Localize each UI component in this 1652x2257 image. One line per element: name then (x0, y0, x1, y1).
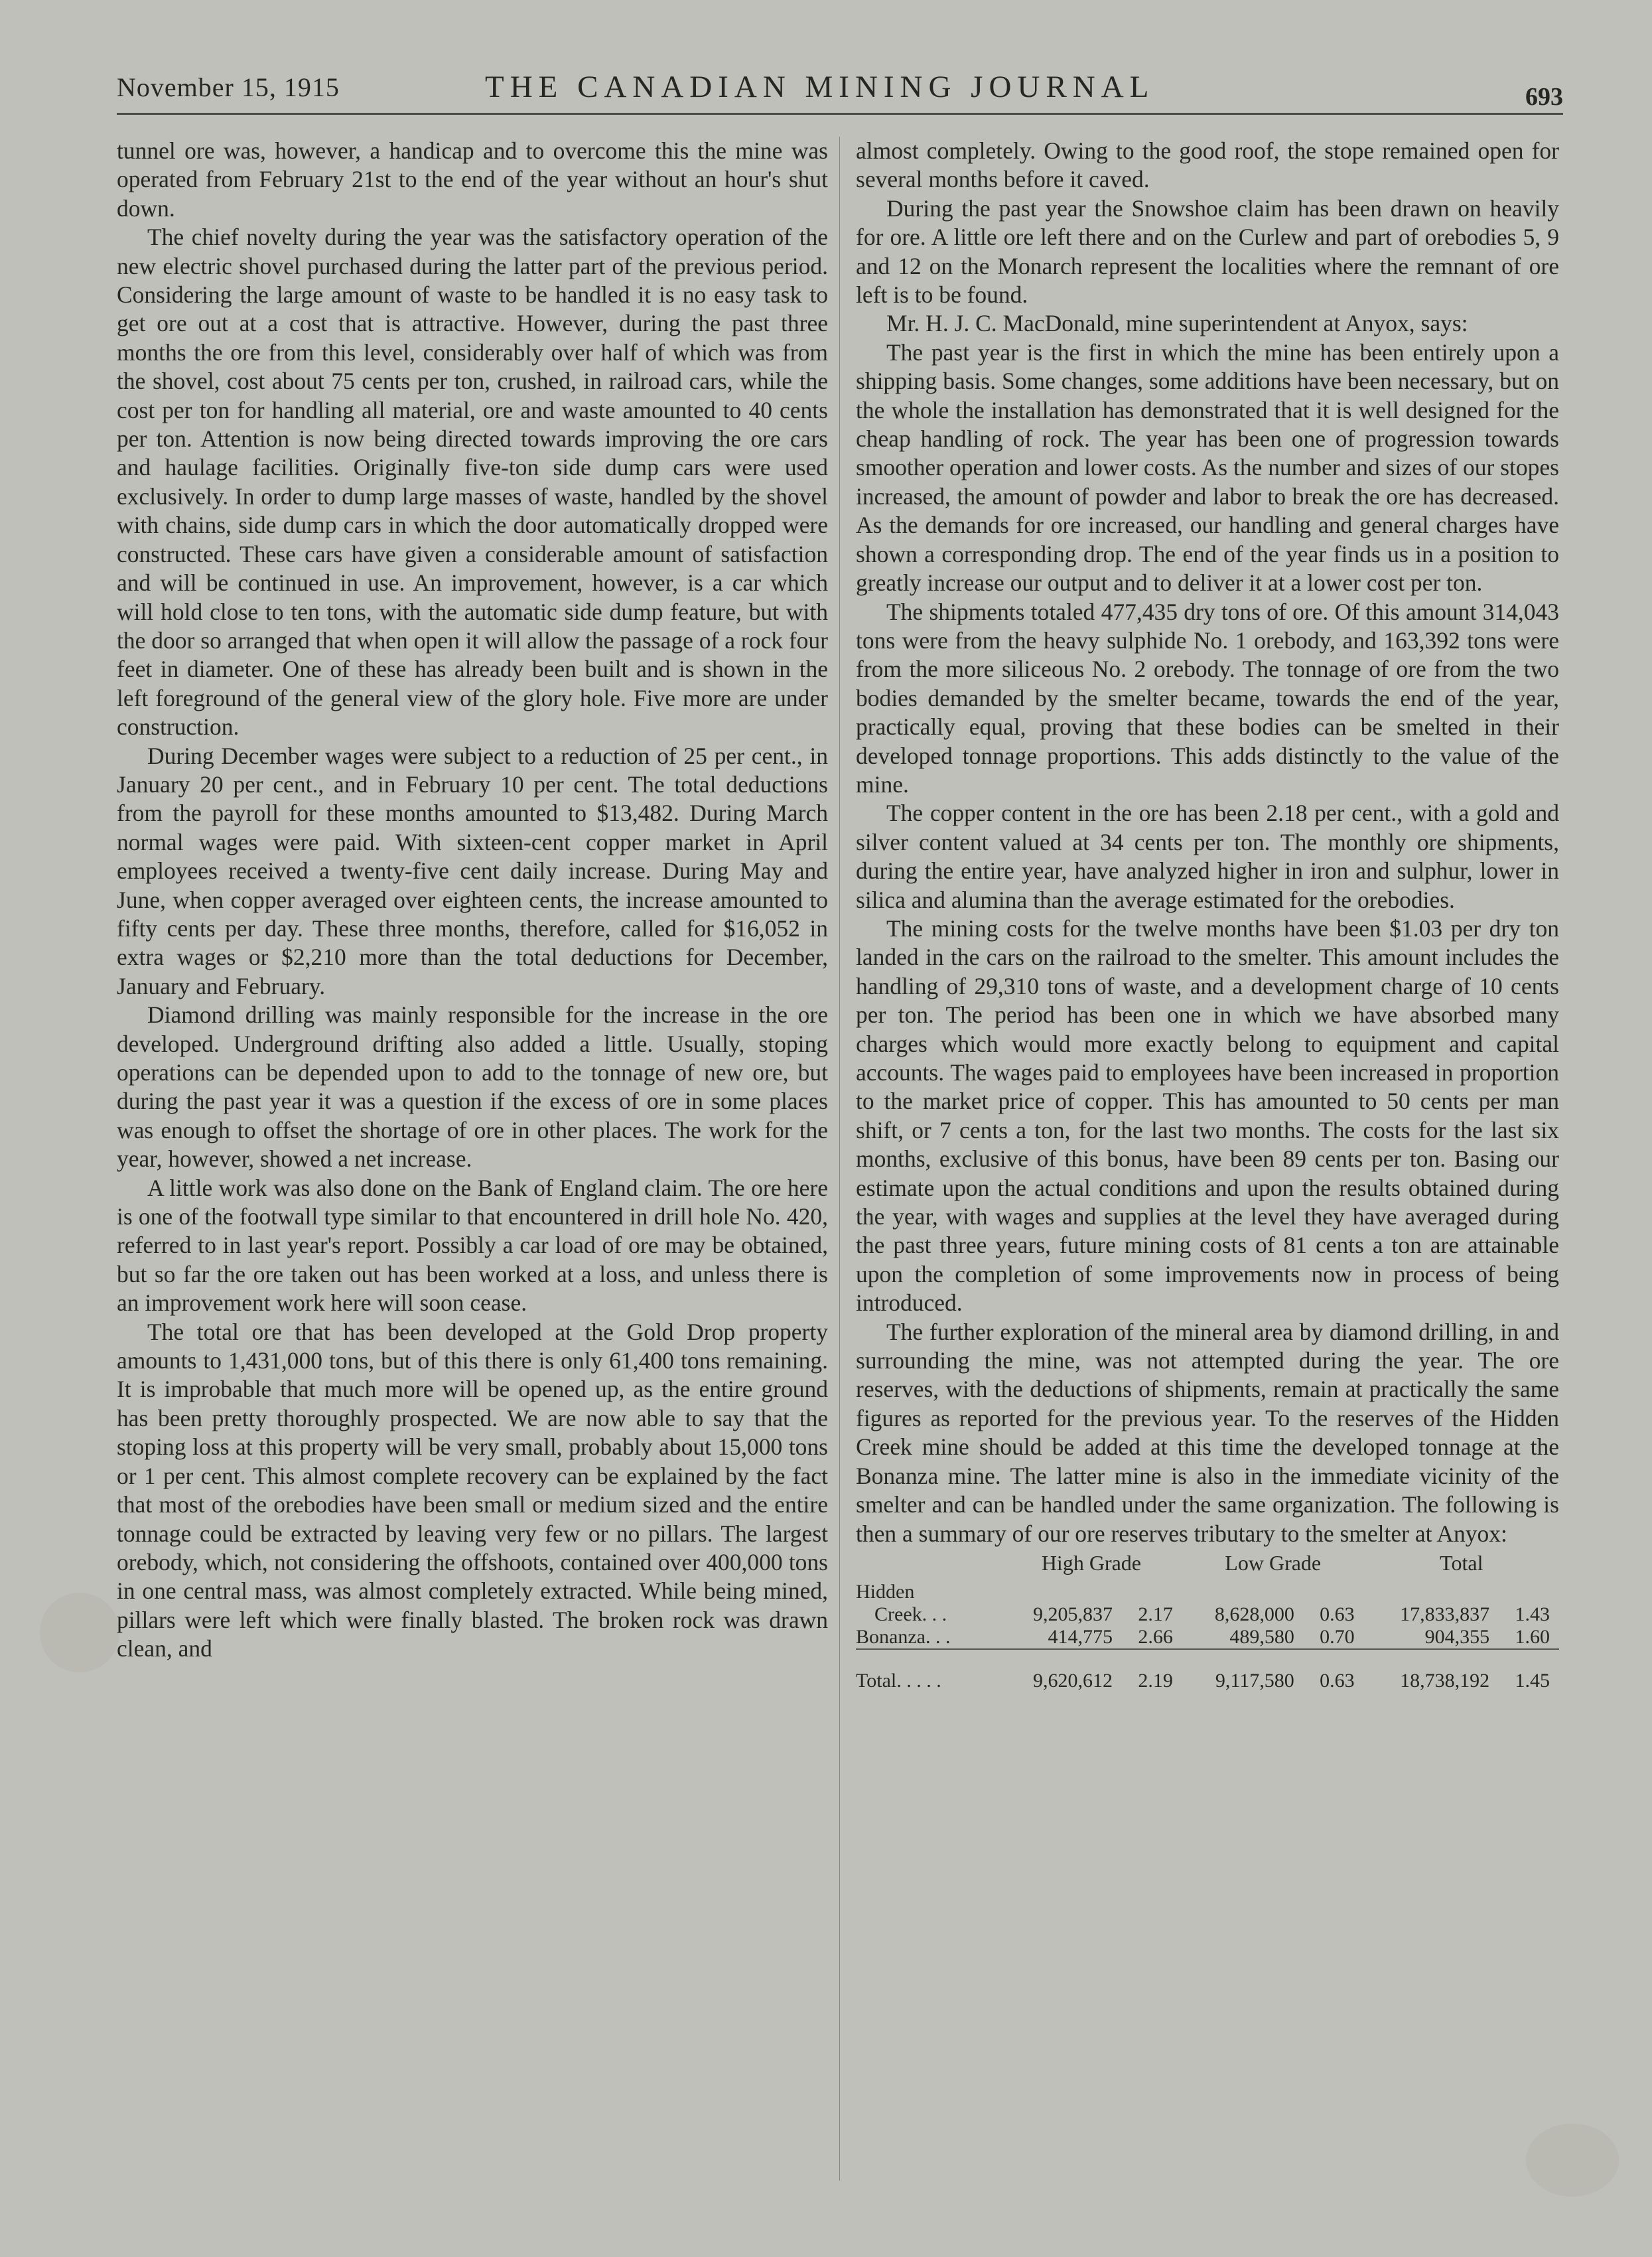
high-grade-pct: 2.17 (1138, 1603, 1173, 1625)
low-grade-pct: 0.63 (1304, 1649, 1364, 1692)
ore-reserves-table (856, 1551, 1559, 1692)
table-header-row (856, 1551, 1559, 1581)
journal-title: THE CANADIAN MINING JOURNAL (485, 70, 1155, 104)
column-rule (839, 137, 840, 2181)
row-label: Bonanza. . . (856, 1625, 951, 1648)
header-high-grade: High Grade (1041, 1550, 1141, 1575)
low-grade-tons: 8,628,000 (1214, 1603, 1294, 1625)
total-tons: 18,738,192 (1364, 1649, 1499, 1692)
total-pct: 1.60 (1515, 1625, 1550, 1648)
paragraph: Diamond drilling was mainly responsible for the increase in the ore developed. Underground drifting also added a little. Usually, stoping operations can be depended upon to add to the tonnage of new ore, but during the past year it was a question if the excess of ore in some places was enough to offset the shortage of ore in other places. The work for the year, however, showed a net increase. (117, 1001, 828, 1173)
header-rule (117, 113, 1563, 115)
total-tons: 17,833,837 (1400, 1603, 1490, 1625)
issue-date: November 15, 1915 (117, 72, 340, 102)
table-total-row (856, 1649, 1559, 1692)
paragraph: The past year is the first in which the mine has been entirely upon a shipping basis. Some changes, some additions have been necessary, but on the whole the installation has demonstrated that it is well designed for the cheap handling of rock. The year has been one of progression towards smoother operation and lower costs. As the number and sizes of our stopes increased, the amount of powder and labor to break the ore has decreased. As the demands for ore increased, our handling and general charges have shown a corresponding drop. The end of the year finds us in a position to greatly increase our output and to deliver it at a lower cost per ton. (856, 338, 1559, 597)
row-label: Creek. . . (874, 1603, 947, 1625)
paragraph: The copper content in the ore has been 2.18 per cent., with a gold and silver content valued at 34 cents per ton. The monthly ore shipments, during the entire year, have analyzed higher in iron and sulphur, lower in silica and alumina than the average estimated for the orebodies. (856, 800, 1559, 913)
row-spacer (1000, 1581, 1559, 1603)
table-corner (856, 1551, 1000, 1581)
paragraph: The further exploration of the mineral area by diamond drilling, in and surrounding the mine, was not attempted during the year. The ore reserves, with the deductions of shipments, remain at practically the same figures as reported for the previous year. To the reserves of the Hidden Creek mine should be added at this time the developed tonnage at the Bonanza mine. The latter mine is also in the immediate vicinity of the smelter and can be handled under the same organization. The following is then a summary of our ore reserves tributary to the smelter at Anyox: (856, 1318, 1559, 1547)
paper-stain (40, 1593, 119, 1672)
paragraph: The shipments totaled 477,435 dry tons of ore. Of this amount 314,043 tons were from the heavy sulphide No. 1 orebody, and 163,392 tons were from the more siliceous No. 2 orebody. The tonnage of ore from the two bodies demanded by the smelter became, towards the end of the year, practically equal, proving that these bodies can be smelted in their developed tonnage proportions. This adds distinctly to the value of the mine. (856, 598, 1559, 798)
table-row (856, 1603, 1559, 1626)
paragraph: The total ore that has been developed at the Gold Drop property amounts to 1,431,000 tons, but of this there is only 61,400 tons remaining. It is improbable that much more will be opened up, as the entire ground has been pretty thoroughly prospected. We are now able to say that the stoping loss at this property will be very small, probably about 15,000 tons or 1 per cent. This almost complete recovery can be explained by the fact that most of the orebodies have been small or medium sized and the entire tonnage could be extracted by leaving very few or no pillars. The largest orebody, which, not considering the offshoots, contained over 400,000 tons in one central mass, was almost completely extracted. While being mined, pillars were left which were finally blasted. The broken rock was drawn clean, and (117, 1318, 828, 1662)
total-pct: 1.43 (1515, 1603, 1550, 1625)
high-grade-tons: 9,620,612 (1000, 1649, 1122, 1692)
paragraph: tunnel ore was, however, a handicap and to overcome this the mine was operated from February 21st to the end of the year without an hour's shut down. (117, 137, 828, 222)
low-grade-pct: 0.63 (1320, 1603, 1355, 1625)
total-pct: 1.45 (1499, 1649, 1559, 1692)
low-grade-pct: 0.70 (1320, 1625, 1355, 1648)
low-grade-tons: 489,580 (1229, 1625, 1294, 1648)
paragraph: A little work was also done on the Bank of England claim. The ore here is one of the footwall type similar to that encountered in drill hole No. 420, referred to in last year's report. Possibly a car load of ore may be obtained, but so far the ore taken out has been worked at a loss, and unless there is an improvement work here will soon cease. (117, 1174, 828, 1317)
table-row (856, 1581, 1559, 1603)
page-number: 693 (1525, 83, 1563, 111)
header-low-grade: Low Grade (1225, 1550, 1322, 1575)
row-label: Total. . . . . (856, 1649, 1000, 1692)
paragraph: The chief novelty during the year was the satisfactory operation of the new electric shovel purchased during the latter part of the previous period. Considering the large amount of waste to be handled it is no easy task to get ore out at a cost that is attractive. However, during the past three months the ore from this level, considerably over half of which was from the shovel, cost about 75 cents per ton, crushed, in railroad cars, while the cost per ton for handling all material, ore and waste amounted to 40 cents per ton. Attention is now being directed towards improving the ore cars and haulage facilities. Originally five-ton side dump cars were used exclusively. In order to dump large masses of waste, handled by the shovel with chains, side dump cars in which the door automatically dropped were constructed. These cars have given a considerable amount of satisfaction and will be continued in use. An improvement, however, is a car which will hold close to ten tons, with the automatic side dump feature, but with the door so arranged that when open it will allow the passage of a rock four feet in diameter. One of these has already been built and is shown in the left foreground of the general view of the glory hole. Five more are under construction. (117, 224, 828, 741)
paragraph: During the past year the Snowshoe claim has been drawn on heavily for ore. A little ore left there and on the Curlew and part of orebodies 5, 9 and 12 on the Monarch represent the localities where the remnant of ore left is to be found. (856, 194, 1559, 309)
paragraph: The mining costs for the twelve months have been $1.03 per dry ton landed in the cars on the railroad to the smelter. This amount includes the handling of 29,310 tons of waste, and a development charge of 10 cents per ton. The period has been one in which we have absorbed many charges which would more exactly belong to equipment and capital accounts. The wages paid to employees have been increased in proportion to the market price of copper. This has amounted to 50 cents per man shift, or 7 cents a ton, for the last two months. The costs for the last six months, exclusive of this bonus, have been 89 cents per ton. Basing our estimate upon the actual conditions and upon the results obtained during the year, with wages and supplies at the level they have averaged during the past three years, future mining costs of 81 cents a ton are attainable upon the completion of some improvements now in process of being introduced. (856, 914, 1559, 1317)
table-row (856, 1626, 1559, 1649)
high-grade-pct: 2.66 (1138, 1625, 1173, 1648)
paragraph: Mr. H. J. C. MacDonald, mine superintendent at Anyox, says: (886, 310, 1468, 337)
low-grade-tons: 9,117,580 (1182, 1649, 1304, 1692)
right-column (856, 137, 1559, 1692)
paper-stain (1526, 2124, 1619, 2197)
header-total: Total (1440, 1550, 1483, 1575)
left-column (117, 137, 828, 1664)
paragraph: almost completely. Owing to the good roof, the stope remained open for several months before it caved. (856, 137, 1559, 193)
row-label: Hidden (856, 1580, 915, 1603)
page-header (117, 72, 1563, 118)
high-grade-tons: 9,205,837 (1033, 1603, 1113, 1625)
total-tons: 904,355 (1424, 1625, 1490, 1648)
high-grade-pct: 2.19 (1122, 1649, 1182, 1692)
high-grade-tons: 414,775 (1048, 1625, 1113, 1648)
paragraph: During December wages were subject to a reduction of 25 per cent., in January 20 per cent., and in February 10 per cent. The total deductions from the payroll for these months amounted to $13,482. During March normal wages were paid. With sixteen-cent copper market in April employees received a twenty-five cent daily increase. During May and June, when copper averaged over eighteen cents, the increase amounted to fifty cents per day. These three months, therefore, called for $16,052 in extra wages or $2,210 more than the total deductions for December, January and February. (117, 742, 828, 999)
